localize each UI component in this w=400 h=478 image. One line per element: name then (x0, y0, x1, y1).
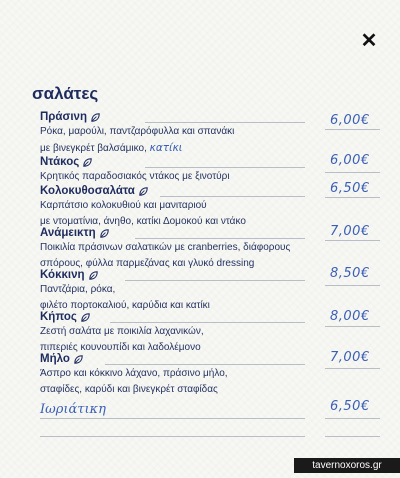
item-name: Ντάκος (40, 156, 80, 168)
dotted-rule (145, 122, 305, 123)
item-desc-line: με βινεγκρέτ βαλσάμικο, (40, 142, 147, 154)
menu-item-prasini (40, 110, 370, 156)
item-desc-line: Ποικιλία πράσινων σαλατικών με cranberries, διάφορους (40, 242, 291, 253)
price-rule (325, 240, 380, 241)
item-price: 7,00€ (330, 350, 370, 365)
price-rule (325, 326, 380, 327)
item-name: Κολοκυθοσαλάτα (40, 185, 135, 197)
menu-item-kolokythosalata (40, 184, 370, 229)
leaf-icon (82, 157, 93, 168)
price-rule (325, 172, 380, 173)
item-price: 6,00€ (330, 113, 370, 128)
item-desc-line: Ζεστή σαλάτα με ποικιλία λαχανικών, (40, 326, 204, 337)
handwritten-item-name: Ιωριάτικη (40, 402, 106, 417)
item-price: 6,00€ (330, 153, 370, 168)
price-rule (325, 285, 380, 286)
item-desc-line: φιλέτο πορτοκαλιού, καρύδια και κατίκι (40, 299, 210, 311)
item-price: 8,50€ (330, 266, 370, 281)
item-desc-line: με ντοματίνια, άνηθο, κατίκι Δομοκού και ντάκο (40, 215, 246, 227)
price-rule (325, 368, 380, 369)
item-name: Πράσινη (40, 111, 87, 123)
dotted-rule (105, 364, 305, 365)
item-desc-line: σταφίδες, καρύδι και βινεγκρέτ σταφίδας (40, 383, 218, 395)
watermark: tavernoxoros.gr (294, 458, 400, 473)
menu-item-anameikti (40, 226, 370, 271)
leaf-icon (73, 354, 84, 365)
dotted-rule (145, 167, 305, 168)
leaf-icon (80, 312, 91, 323)
item-desc-line: πιπεριές κουνουπίδι και λαδολέμονο (40, 341, 201, 353)
dotted-rule (125, 280, 305, 281)
item-price: 6,50€ (330, 181, 370, 196)
dotted-rule (110, 322, 305, 323)
menu-item-milo (40, 352, 370, 397)
leaf-icon (88, 270, 99, 281)
item-desc-line: Ρόκα, μαρούλι, παντζαρόφυλλα και σπανάκι (40, 126, 235, 137)
item-name: Μήλο (40, 353, 70, 365)
item-desc-line: Κρητικός παραδοσιακός ντάκος με ξινοτύρι (40, 171, 230, 182)
item-name: Ανάμεικτη (40, 227, 96, 239)
handwritten-addition: κατίκι (149, 141, 183, 154)
blank-rule (40, 418, 305, 419)
blank-rule (40, 436, 305, 437)
handwritten-item-price: 6,50€ (330, 399, 370, 414)
dotted-rule (135, 238, 305, 239)
item-name: Κόκκινη (40, 269, 85, 281)
dotted-rule (160, 196, 305, 197)
menu-item-kipos (40, 310, 370, 355)
menu-item-kokkini (40, 268, 370, 313)
close-icon[interactable]: ✕ (360, 30, 378, 52)
price-rule (325, 436, 380, 437)
item-price: 8,00€ (330, 309, 370, 324)
item-name: Κήπος (40, 311, 77, 323)
leaf-icon (138, 186, 149, 197)
price-rule (325, 129, 380, 130)
section-title: σαλάτες (32, 84, 99, 103)
price-rule (325, 418, 380, 419)
item-desc-line: Καρπάτσιο κολοκυθιού και μανιταριού (40, 200, 207, 211)
item-price: 7,00€ (330, 224, 370, 239)
item-desc-line: Παντζάρια, ρόκα, (40, 284, 116, 295)
menu-item-ntakos (40, 155, 370, 185)
leaf-icon (90, 112, 101, 123)
item-desc-line: σπόρους, φύλλα παρμεζάνας και γλυκό dressing (40, 257, 255, 269)
price-rule (325, 197, 380, 198)
item-desc-line: Άσπρο και κόκκινο λάχανο, πράσινο μήλο, (40, 368, 228, 379)
leaf-icon (99, 228, 110, 239)
